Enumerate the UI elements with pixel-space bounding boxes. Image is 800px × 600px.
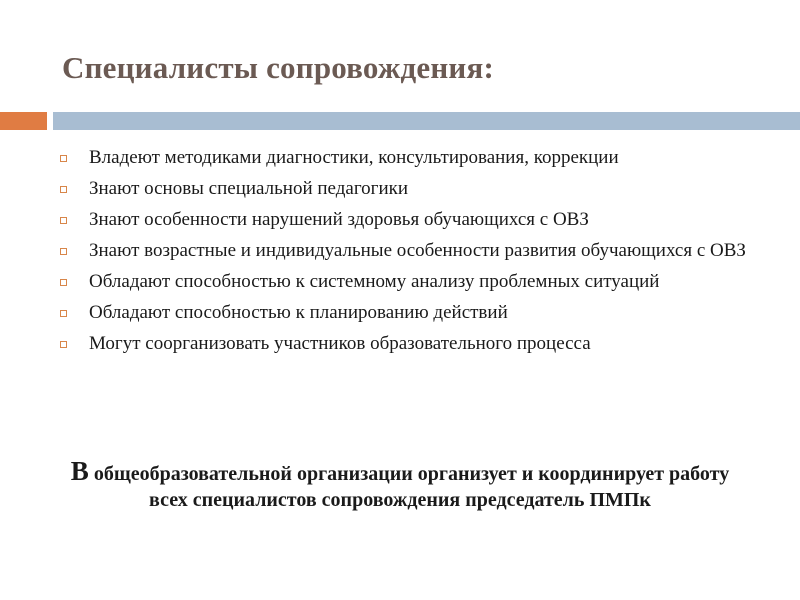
- accent-bar: [0, 112, 47, 130]
- square-bullet-icon: [60, 217, 67, 224]
- bullet-text: Знают особенности нарушений здоровья обучающихся с ОВЗ: [89, 209, 589, 230]
- bullet-item: [60, 301, 770, 324]
- bullet-text: Знают возрастные и индивидуальные особенности развития обучающихся с ОВЗ: [89, 240, 746, 261]
- bullet-text: Обладают способностью к системному анализу проблемных ситуаций: [89, 271, 660, 292]
- footer-statement-text: общеобразовательной организации организует и координирует работу всех специалистов сопровождения председатель ПМПк: [88, 463, 730, 511]
- bullet-item: [60, 270, 770, 293]
- bullet-text: Обладают способностью к планированию действий: [89, 302, 508, 323]
- bullet-item: [60, 239, 770, 262]
- footer-first-letter: В: [70, 456, 89, 486]
- footer-statement: [70, 458, 730, 513]
- square-bullet-icon: [60, 186, 67, 193]
- square-bullet-icon: [60, 341, 67, 348]
- title-rule-bar: [53, 112, 800, 130]
- bullet-item: [60, 332, 770, 355]
- bullet-item: [60, 208, 770, 231]
- slide-title: Специалисты сопровождения:: [62, 50, 494, 85]
- square-bullet-icon: [60, 310, 67, 317]
- bullet-list: [60, 146, 770, 363]
- square-bullet-icon: [60, 248, 67, 255]
- square-bullet-icon: [60, 155, 67, 162]
- bullet-text: Могут соорганизовать участников образовательного процесса: [89, 333, 591, 354]
- bullet-text: Владеют методиками диагностики, консультирования, коррекции: [89, 147, 619, 168]
- square-bullet-icon: [60, 279, 67, 286]
- bullet-item: [60, 146, 770, 169]
- bullet-item: [60, 177, 770, 200]
- bullet-text: Знают основы специальной педагогики: [89, 178, 409, 199]
